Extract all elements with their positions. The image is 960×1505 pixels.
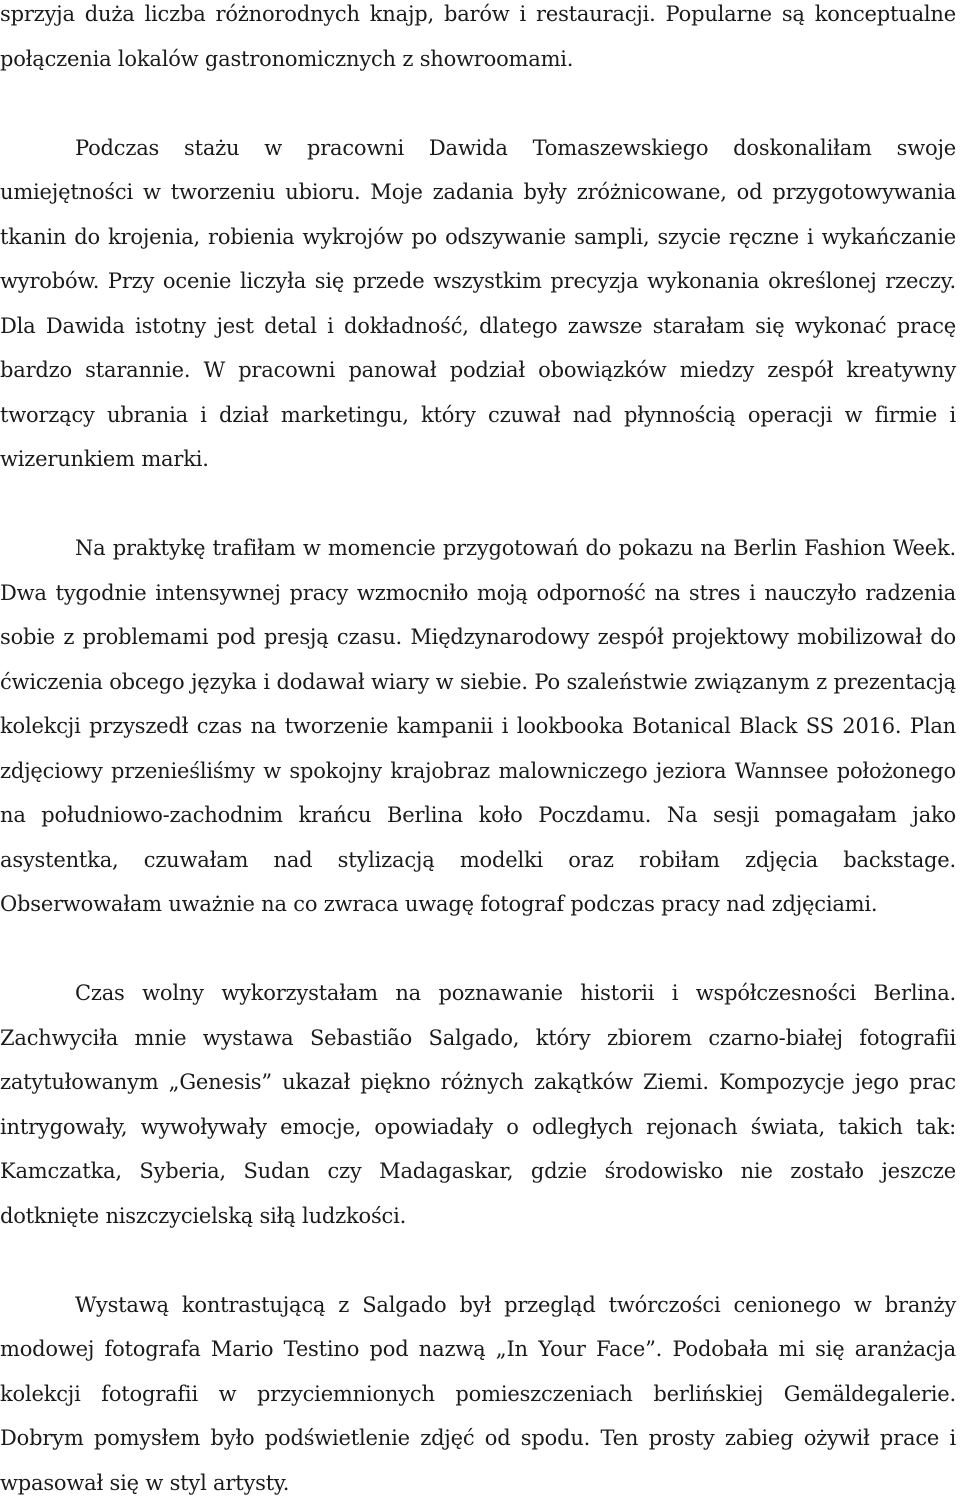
paragraph-gap — [0, 482, 956, 527]
paragraph-gap — [0, 81, 956, 126]
paragraph-testino: Wystawą kontrastującą z Salgado był przegląd twórczości cenionego w branży modowej fotografa Mario Testino pod nazwą „In Your Face”. Podobała mi się aranżacja kolekcji fotografii w przyciemnionych pomieszczeniach berlińskiej Gemäldegalerie. Dobrym pomysłem było podświetlenie zdjęć od spodu. Ten prosty zabieg ożywił prace i wpasował się w styl artysty. — [0, 1283, 956, 1505]
paragraph-fashion-week: Na praktykę trafiłam w momencie przygotowań do pokazu na Berlin Fashion Week. Dwa tygodnie intensywnej pracy wzmocniło moją odporność na stres i nauczyło radzenia sobie z problemami pod presją czasu. Międzynarodowy zespół projektowy mobilizował do ćwiczenia obcego języka i dodawał wiary w siebie. Po szaleństwie związanym z prezentacją kolekcji przyszedł czas na tworzenie kampanii i lookbooka Botanical Black SS 2016. Plan zdjęciowy przenieśliśmy w spokojny krajobraz malowniczego jeziora Wannsee położonego na południowo-zachodnim krańcu Berlina koło Poczdamu. Na sesji pomagałam jako asystentka, czuwałam nad stylizacją modelki oraz robiłam zdjęcia backstage. Obserwowałam uważnie na co zwraca uwagę fotograf podczas pracy nad zdjęciami. — [0, 526, 956, 927]
paragraph-salgado: Czas wolny wykorzystałam na poznawanie historii i współczesności Berlina. Zachwyciła mnie wystawa Sebastião Salgado, który zbiorem czarno-białej fotografii zatytułowanym „Genesis” ukazał piękno różnych zakątków Ziemi. Kompozycje jego prac intrygowały, wywoływały emocje, opowiadały o odległych rejonach świata, takich tak: Kamczatka, Syberia, Sudan czy Madagaskar, gdzie środowisko nie zostało jeszcze dotknięte niszczycielską siłą ludzkości. — [0, 971, 956, 1238]
paragraph-gap — [0, 1238, 956, 1283]
paragraph-gap — [0, 927, 956, 972]
paragraph-showrooms: sprzyja duża liczba różnorodnych knajp, barów i restauracji. Popularne są konceptualne połączenia lokalów gastronomicznych z showroomami. — [0, 0, 956, 81]
paragraph-internship: Podczas stażu w pracowni Dawida Tomaszewskiego doskonaliłam swoje umiejętności w tworzeniu ubioru. Moje zadania były zróżnicowane, od przygotowywania tkanin do krojenia, robienia wykrojów po odszywanie sampli, szycie ręczne i wykańczanie wyrobów. Przy ocenie liczyła się przede wszystkim precyzja wykonania określonej rzeczy. Dla Dawida istotny jest detal i dokładność, dlatego zawsze starałam się wykonać pracę bardzo starannie. W pracowni panował podział obowiązków miedzy zespół kreatywny tworzący ubrania i dział marketingu, który czuwał nad płynnością operacji w firmie i wizerunkiem marki. — [0, 126, 956, 482]
